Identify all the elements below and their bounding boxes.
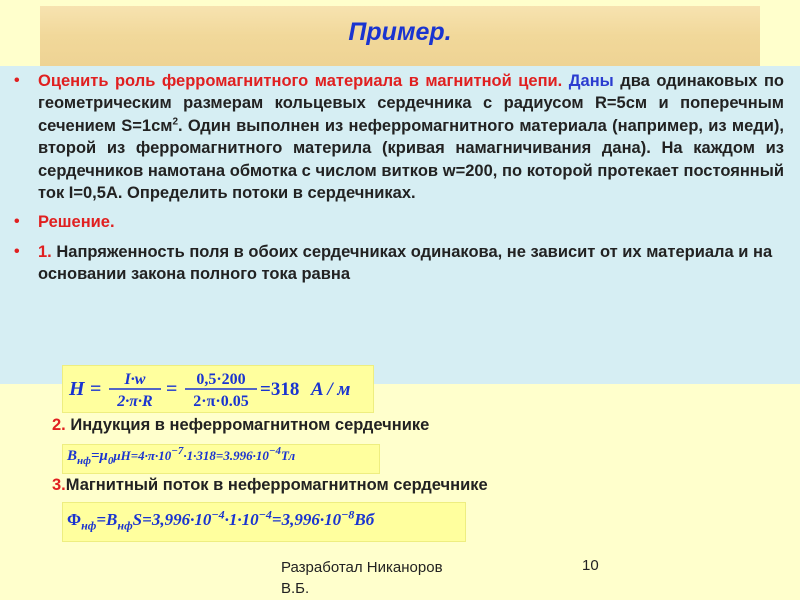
problem-text-1: два одинаковых по геометрическим размерам кольцевых сердечника с радиусом R=5см и поперечным сечением S=1см: [38, 72, 784, 135]
footer-author-line-1: Разработал Никаноров: [281, 559, 443, 576]
step-2-text: Индукция в неферромагнитном сердечнике: [65, 416, 430, 434]
step-2-line: [52, 416, 429, 435]
bullet-icon: •: [14, 213, 20, 231]
step-1-text: Напряженность поля в обоих сердечниках одинакова, не зависит от их материала и на основании закона полного тока равна: [38, 242, 773, 284]
induction-exp-1: −7: [171, 445, 184, 457]
induction-b-symbol: B: [67, 448, 78, 464]
solution-label: Решение.: [38, 213, 115, 232]
flux-phi-symbol: Φ: [67, 510, 82, 529]
formula-field-strength: [62, 365, 374, 413]
flux-phi-subscript: нф: [81, 518, 97, 533]
formula-flux-text: [67, 507, 375, 533]
step-1-number: 1.: [38, 242, 52, 261]
formula-unit: A / м: [311, 379, 351, 400]
formula-h-symbol: H: [69, 378, 85, 400]
formula-num-2: 0,5·200: [196, 371, 246, 388]
formula-den-1: 2·π·R: [117, 393, 153, 410]
flux-unit: Вб: [354, 510, 375, 529]
formula-field-strength-svg: [63, 366, 373, 412]
problem-lead: Оценить роль ферромагнитного материала в магнитной цепи.: [38, 72, 563, 90]
step-3-text: Магнитный поток в неферромагнитном сердечнике: [65, 476, 488, 494]
induction-exp-2: −4: [268, 445, 282, 457]
page-number: 10: [582, 557, 599, 574]
formula-induction-text: [67, 445, 296, 467]
list-item-step-1: [12, 241, 784, 286]
induction-b-subscript: нф: [77, 455, 91, 467]
induction-mid: μH=4·π·10: [113, 448, 172, 463]
formula-flux: [62, 502, 466, 542]
footer-author-line-2: В.Б.: [281, 580, 310, 597]
flux-m1: ·1·10: [224, 510, 259, 529]
formula-eq-1: =: [90, 378, 102, 400]
induction-mid-2: ·1·318=3.996·10: [183, 448, 269, 463]
flux-b: =B: [96, 510, 118, 529]
flux-exp-1: −4: [211, 507, 225, 522]
formula-eq-2: =: [166, 378, 178, 400]
content-list: [12, 70, 784, 286]
formula-num-1: I·w: [124, 371, 146, 388]
footer-author: [281, 557, 531, 599]
problem-text-2: . Один выполнен из неферромагнитного материала (например, из меди), второй из ферромагнитного материла (кривая намагничивания дана). На каждом из сердечников намотана обмотка с числом витков w=200, по которой протекает постоянный ток I=0,5А. Определить потоки в сердечниках.: [38, 116, 784, 203]
list-item-problem: [12, 70, 784, 204]
formula-den-2: 2·π·0.05: [193, 393, 249, 410]
slide-title: Пример.: [348, 18, 452, 46]
flux-exp-2: −4: [258, 507, 272, 522]
flux-m2: =3,996·10: [271, 510, 342, 529]
problem-superscript: 2: [172, 116, 179, 128]
formula-induction: [62, 444, 380, 474]
induction-unit: Тл: [281, 448, 296, 463]
induction-mu-subscript: 0: [107, 455, 114, 467]
bullet-icon: •: [14, 72, 20, 89]
induction-mu: =μ: [91, 448, 108, 464]
problem-given-word: Даны: [568, 72, 614, 90]
list-item-solution: [12, 211, 784, 233]
step-3-line: [52, 476, 488, 495]
step-2-number: 2.: [52, 416, 66, 434]
formula-result: =318: [260, 379, 300, 400]
flux-s: S=3,996·10: [132, 510, 212, 529]
step-3-number: 3.: [52, 476, 66, 494]
bullet-icon: •: [14, 242, 20, 260]
flux-exp-3: −8: [341, 507, 355, 522]
flux-b-subscript: нф: [117, 518, 133, 533]
